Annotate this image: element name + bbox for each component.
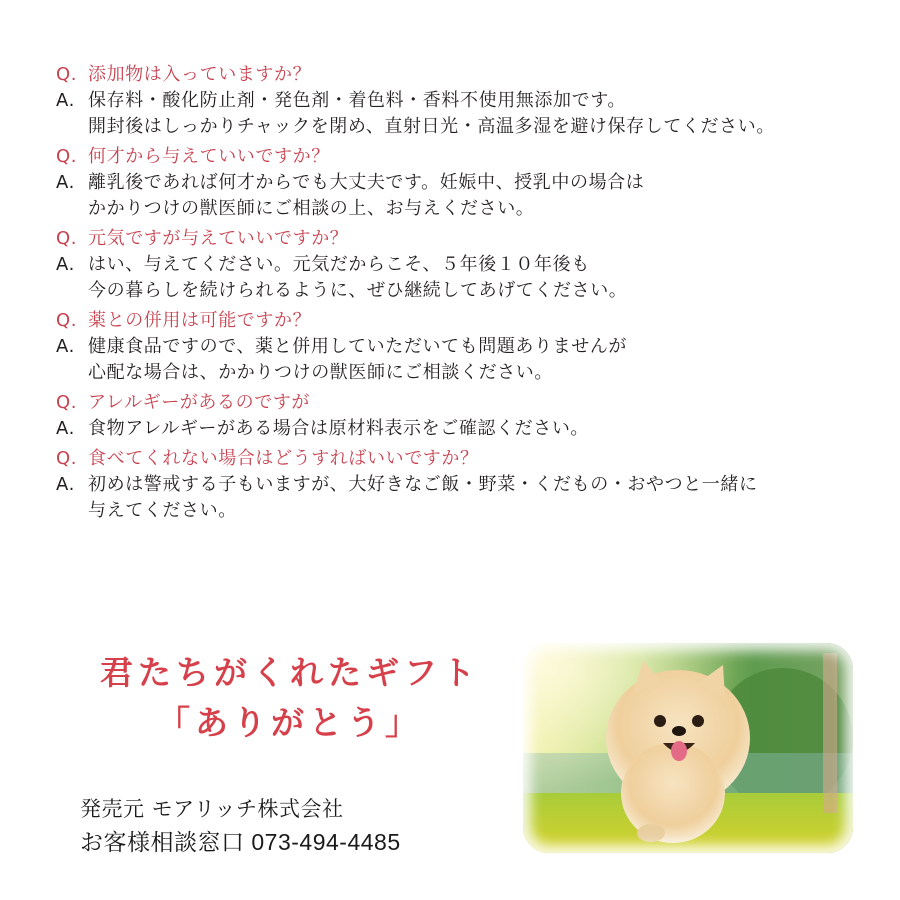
answer-row bbox=[56, 88, 876, 140]
question-text: 食べてくれない場合はどうすればいいですか？ bbox=[88, 448, 479, 469]
question-text: 添加物は入っていますか？ bbox=[88, 64, 312, 85]
question-text: 元気ですが与えていいですか？ bbox=[88, 228, 349, 249]
answer-line: はい、与えてください。元気だからこそ、５年後１０年後も bbox=[88, 254, 590, 275]
a-marker: A. bbox=[56, 336, 75, 357]
question-row bbox=[56, 62, 876, 88]
question-row bbox=[56, 446, 876, 472]
answer-row bbox=[56, 416, 876, 442]
a-marker: A. bbox=[56, 172, 75, 193]
customer-contact: お客様相談窓口 073-494-4485 bbox=[80, 829, 401, 855]
answer-row bbox=[56, 334, 876, 386]
answer-line: 初めは警戒する子もいますが、大好きなご飯・野菜・くだもの・おやつと一緒に bbox=[88, 474, 758, 495]
question-text: 薬との併用は可能ですか？ bbox=[88, 310, 312, 331]
a-marker: A. bbox=[56, 418, 75, 439]
answer-line: かかりつけの獣医師にご相談の上、お与えください。 bbox=[88, 198, 535, 219]
faq-item-allergy bbox=[56, 390, 876, 442]
q-marker: Q. bbox=[56, 228, 78, 249]
q-marker: Q. bbox=[56, 146, 78, 167]
question-row bbox=[56, 308, 876, 334]
headline-line-2: 「ありがとう」 bbox=[157, 703, 423, 742]
answer-line: 食物アレルギーがある場合は原材料表示をご確認ください。 bbox=[88, 418, 590, 439]
question-row bbox=[56, 144, 876, 170]
a-marker: A. bbox=[56, 90, 75, 111]
q-marker: Q. bbox=[56, 310, 78, 331]
faq-item-medication bbox=[56, 308, 876, 386]
headline bbox=[70, 648, 510, 748]
answer-line: 心配な場合は、かかりつけの獣医師にご相談ください。 bbox=[88, 362, 553, 383]
question-text: アレルギーがあるのですが bbox=[88, 392, 311, 413]
faq-item-healthy bbox=[56, 226, 876, 304]
answer-line: 離乳後であれば何才からでも大丈夫です。妊娠中、授乳中の場合は bbox=[88, 172, 645, 193]
q-marker: Q. bbox=[56, 392, 78, 413]
answer-line: 今の暮らしを続けられるように、ぜひ継続してあげてください。 bbox=[88, 280, 628, 301]
answer-row bbox=[56, 252, 876, 304]
answer-line: 健康食品ですので、薬と併用していただいても問題ありませんが bbox=[88, 336, 628, 357]
question-row bbox=[56, 390, 876, 416]
answer-line: 与えてください。 bbox=[88, 500, 237, 521]
faq-item-additives bbox=[56, 62, 876, 140]
a-marker: A. bbox=[56, 474, 75, 495]
faq-item-age bbox=[56, 144, 876, 222]
faq-item-picky-eater bbox=[56, 446, 876, 524]
pomeranian-image bbox=[523, 643, 853, 853]
answer-line: 開封後はしっかりチャックを閉め、直射日光・高温多湿を避け保存してください。 bbox=[88, 116, 775, 137]
seller-name: 発売元 モアリッチ株式会社 bbox=[80, 797, 344, 821]
a-marker: A. bbox=[56, 254, 75, 275]
question-row bbox=[56, 226, 876, 252]
dog-photo bbox=[523, 643, 853, 853]
answer-row bbox=[56, 170, 876, 222]
headline-line-1: 君たちがくれたギフト bbox=[100, 653, 480, 692]
question-text: 何才から与えていいですか？ bbox=[88, 146, 330, 167]
answer-row bbox=[56, 472, 876, 524]
faq-section bbox=[56, 62, 876, 524]
q-marker: Q. bbox=[56, 64, 78, 85]
answer-line: 保存料・酸化防止剤・発色剤・着色料・香料不使用無添加です。 bbox=[88, 90, 626, 111]
company-info bbox=[80, 793, 401, 859]
q-marker: Q. bbox=[56, 448, 78, 469]
